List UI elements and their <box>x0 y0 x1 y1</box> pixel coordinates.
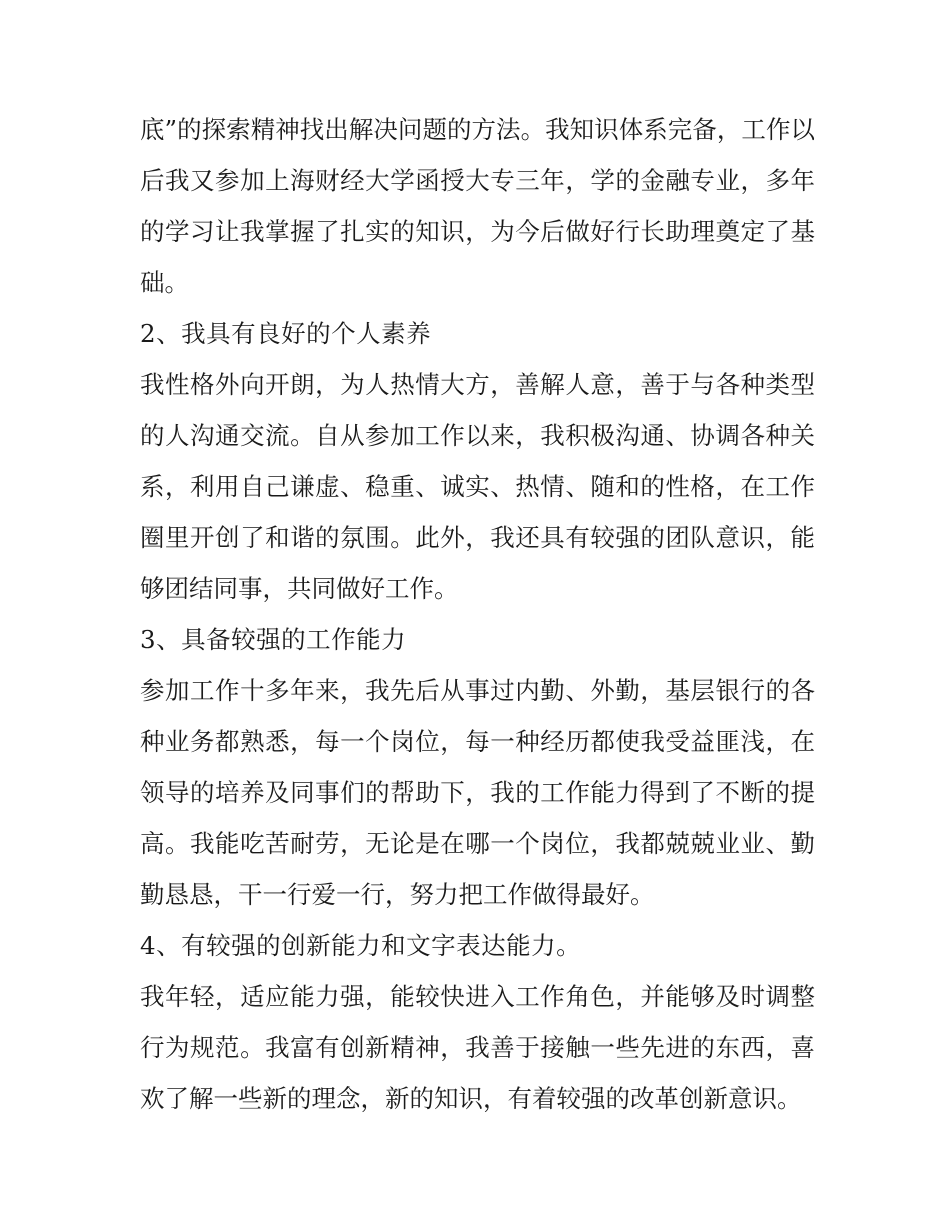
paragraph-foundation: 底”的探索精神找出解决问题的方法。我知识体系完备，工作以后我又参加上海财经大学函授大专三年，学的金融专业，多年的学习让我掌握了扎实的知识，为今后做好行长助理奠定了基础。 <box>140 115 815 297</box>
paragraph-innovation: 我年轻，适应能力强，能较快进入工作角色，并能够及时调整行为规范。我富有创新精神，我善于接触一些先进的东西，喜欢了解一些新的理念，新的知识，有着较强的改革创新意识。 <box>140 982 815 1113</box>
paragraph-work-ability: 参加工作十多年来，我先后从事过内勤、外勤，基层银行的各种业务都熟悉，每一个岗位，每一种经历都使我受益匪浅，在领导的培养及同事们的帮助下，我的工作能力得到了不断的提高。我能吃苦耐劳，无论是在哪一个岗位，我都兢兢业业、勤勤恳恳，干一行爱一行，努力把工作做得最好。 <box>140 676 815 909</box>
document-body <box>140 104 815 1124</box>
paragraph-personal-quality: 我性格外向开朗，为人热情大方，善解人意，善于与各种类型的人沟通交流。自从参加工作以来，我积极沟通、协调各种关系，利用自己谦虚、稳重、诚实、热情、随和的性格，在工作圈里开创了和谐的氛围。此外，我还具有较强的团队意识，能够团结同事，共同做好工作。 <box>140 370 815 603</box>
heading-work-ability: 3、具备较强的工作能力 <box>140 625 407 654</box>
heading-innovation: 4、有较强的创新能力和文字表达能力。 <box>140 931 582 960</box>
heading-personal-quality: 2、我具有良好的个人素养 <box>140 319 432 348</box>
